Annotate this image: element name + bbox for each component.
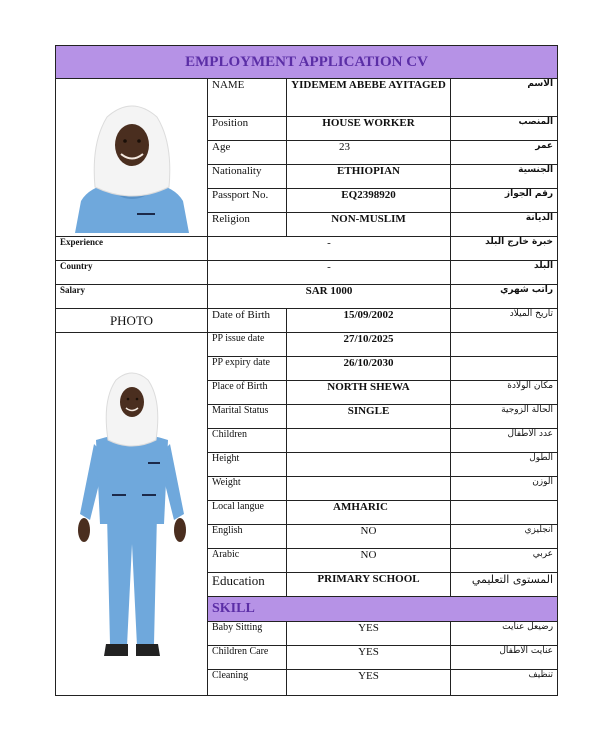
name-label: NAME [208, 79, 287, 117]
passport-arabic: رقم الجواز [451, 189, 558, 213]
country-value: - [208, 261, 451, 285]
age-label: Age [208, 141, 287, 165]
baby-sitting-arabic: رضيعل عنايت [451, 622, 558, 646]
place-of-birth-value: NORTH SHEWA [287, 381, 451, 405]
children-label: Children [208, 429, 287, 453]
children-care-arabic: عنايت الأطفال [451, 646, 558, 670]
marital-status-arabic: الحالة الزوجية [451, 405, 558, 429]
local-language-value: AMHARIC [287, 501, 451, 525]
dob-arabic: تاريخ الميلاد [451, 309, 558, 333]
full-body-image [62, 344, 202, 684]
cleaning-arabic: تنظيف [451, 670, 558, 696]
experience-arabic: خبرة خارج البلد [451, 237, 558, 261]
country-label: Country [56, 261, 208, 285]
nationality-label: Nationality [208, 165, 287, 189]
cleaning-label: Cleaning [208, 670, 287, 696]
passport-label: Passport No. [208, 189, 287, 213]
cleaning-value: YES [287, 670, 451, 696]
marital-status-value: SINGLE [287, 405, 451, 429]
position-label: Position [208, 117, 287, 141]
skill-heading: SKILL [208, 597, 558, 622]
height-arabic: الطول [451, 453, 558, 477]
headshot-photo [56, 79, 208, 237]
baby-sitting-value: YES [287, 622, 451, 646]
full-body-photo [56, 333, 208, 696]
dob-label: Date of Birth [208, 309, 287, 333]
arabic-value: NO [287, 549, 451, 573]
salary-arabic: راتب شهري [451, 285, 558, 309]
dob-value: 15/09/2002 [287, 309, 451, 333]
arabic-label: Arabic [208, 549, 287, 573]
height-value [287, 453, 451, 477]
passport-value: EQ2398920 [287, 189, 451, 213]
name-arabic: الاسم [451, 79, 558, 117]
baby-sitting-label: Baby Sitting [208, 622, 287, 646]
english-value: NO [287, 525, 451, 549]
experience-value: - [208, 237, 451, 261]
height-label: Height [208, 453, 287, 477]
weight-value [287, 477, 451, 501]
position-value: HOUSE WORKER [287, 117, 451, 141]
children-arabic: عدد الأطفال [451, 429, 558, 453]
pp-issue-arabic [451, 333, 558, 357]
marital-status-label: Marital Status [208, 405, 287, 429]
age-arabic: عمر [451, 141, 558, 165]
children-value [287, 429, 451, 453]
photo-label: PHOTO [56, 309, 208, 333]
nationality-arabic: الجنسية [451, 165, 558, 189]
education-label: Education [208, 573, 287, 597]
english-arabic: انجليزي [451, 525, 558, 549]
local-language-label: Local langue [208, 501, 287, 525]
religion-label: Religion [208, 213, 287, 237]
nationality-value: ETHIOPIAN [287, 165, 451, 189]
experience-label: Experience [56, 237, 208, 261]
salary-label: Salary [56, 285, 208, 309]
age-value: 23 [287, 141, 451, 165]
document-title: EMPLOYMENT APPLICATION CV [56, 46, 558, 79]
education-value: PRIMARY SCHOOL [287, 573, 451, 597]
religion-value: NON-MUSLIM [287, 213, 451, 237]
place-of-birth-label: Place of Birth [208, 381, 287, 405]
pp-issue-value: 27/10/2025 [287, 333, 451, 357]
religion-arabic: الديانة [451, 213, 558, 237]
pp-expiry-value: 26/10/2030 [287, 357, 451, 381]
arabic-arabic: عربي [451, 549, 558, 573]
name-value: YIDEMEM ABEBE AYITAGED [287, 79, 451, 117]
pp-expiry-label: PP expiry date [208, 357, 287, 381]
position-arabic: المنصب [451, 117, 558, 141]
cv-table [55, 45, 558, 696]
weight-label: Weight [208, 477, 287, 501]
english-label: English [208, 525, 287, 549]
education-arabic: المستوى التعليمي [451, 573, 558, 597]
children-care-value: YES [287, 646, 451, 670]
place-of-birth-arabic: مكان الولادة [451, 381, 558, 405]
country-arabic: البلد [451, 261, 558, 285]
pp-issue-label: PP issue date [208, 333, 287, 357]
weight-arabic: الوزن [451, 477, 558, 501]
local-language-arabic [451, 501, 558, 525]
children-care-label: Children Care [208, 646, 287, 670]
salary-value: SAR 1000 [208, 285, 451, 309]
pp-expiry-arabic [451, 357, 558, 381]
headshot-image [67, 83, 197, 233]
